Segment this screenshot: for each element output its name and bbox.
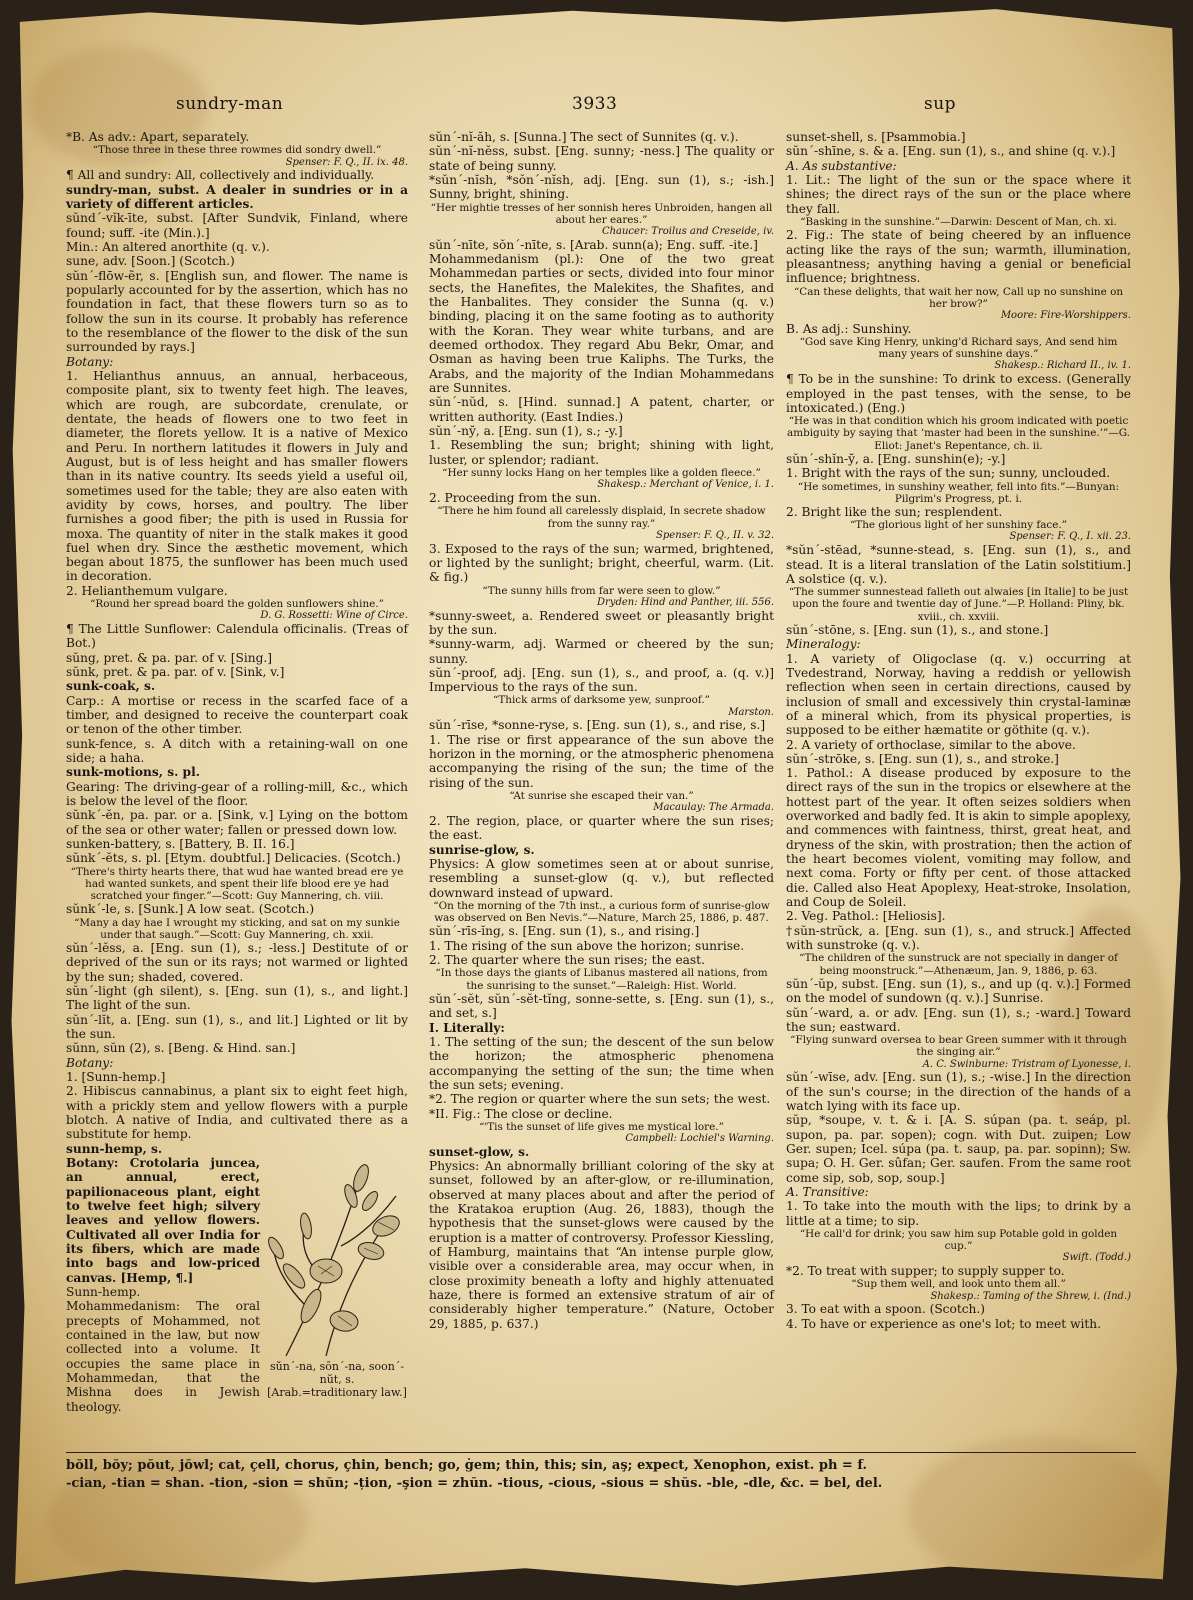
entry-text: sŭn´-nŭd, s. [Hind. sunnad.] A patent, charter, or written authority. (East Indies.) (429, 395, 774, 424)
entry-subhead: Mineralogy: (786, 637, 861, 652)
illustration-caption: sŭn´-na, sōn´-na, soon´-nŭt, s. [Arab.=traditionary law.] (267, 1360, 407, 1399)
entry-text: sŭn´-shīne, s. & a. [Eng. sun (1), s., and shine (q. v.).] (786, 144, 1116, 159)
quotation-source: Swift. (Todd.) (1062, 1252, 1131, 1264)
quotation-source: Macaulay: The Armada. (653, 802, 774, 814)
entry-text: *sŭn´-nĭsh, *sŏn´-nĭsh, adj. [Eng. sun (1), s.; -ish.] Sunny, bright, shining. (429, 172, 774, 202)
sunn-hemp-section (66, 1156, 408, 1414)
quotation: “Flying sunward oversea to bear Green summer with it through the singing air.” (790, 1034, 1127, 1059)
entry-text: Physics: An abnormally brilliant coloring of the sky at sunset, followed by an after-glow, or re-illumination, observed at many places about and after the period of the Kratakoa eruption (Aug. 26, 1883), though the hypothesis that the sunset-glows were caused by the eruption is a matter of controversy. Professor Kiessling, of Hamburg, maintains that “An intense purple glow, visible over a considerable area, may occur when, in close proximity beneath a lofty and highly attenuated haze, there is formed an extensive stratum of air of considerably higher temperature.” (Nature, October 29, 1885, p. 637.) (429, 1159, 774, 1331)
quotation: “The children of the sunstruck are not specially in danger of being moonstruck.”—Athenæum, Jan. 9, 1886, p. 63. (799, 952, 1118, 977)
entry-text: 2. The region, place, or quarter where the sun rises; the east. (429, 814, 774, 843)
quotation-source: D. G. Rossetti: Wine of Circe. (260, 610, 408, 622)
quotation: “'Tis the sunset of life gives me mystical lore.” (479, 1120, 724, 1133)
dictionary-column-2 (429, 130, 774, 1331)
quotation-source: Shakesp.: Merchant of Venice, i. 1. (597, 479, 774, 491)
entry-text: sŭp, *soupe, v. t. & i. [A. S. súpan (pa. t. seáp, pl. supon, pa. par. sopen); cogn. with Dut. zuipen; Low Ger. supen; Icel. súpa (pa. t. saup, pa. par. sopinn); Sw. supa; O. H. Ger. sûfan; Ger. saufen. From the same root come sip, sob, sop, soup.] (786, 1113, 1131, 1185)
entry-text: sŭnk, pret. & pa. par. of v. [Sink, v.] (66, 665, 285, 680)
pronunciation-key-line-2: -cian, -tian = shan. -tion, -sion = shŭn; -țion, -şion = zhŭn. -tious, -cious, -sious = shŭs. -ble, -dle, &c. = bel, del. (66, 1475, 883, 1491)
entry-text: Gearing: The driving-gear of a rolling-mill, &c., which is below the level of the floor. (66, 779, 408, 809)
entry-text: 1. Pathol.: A disease produced by exposure to the direct rays of the sun in the tropics or elsewhere at the hottest part of the year. It often seizes soldiers when overworked and badly fed. It is akin to simple apoplexy, and commences with faintness, thirst, great heat, and dryness of the skin, with prostration; then the action of the heart becomes violent, vomiting may follow, and next coma. Forty or fifty per cent. of those attacked die. Called also Heat Apoplexy, Heat-stroke, Insolation, and Coup de Soleil. (786, 766, 1131, 910)
entry-text: 2. The quarter where the sun rises; the east. (429, 953, 705, 968)
entry-text: *sunny-sweet, a. Rendered sweet or pleasantly bright by the sun. (429, 608, 774, 637)
quotation-source: A. C. Swinburne: Tristram of Lyonesse, i. (922, 1058, 1131, 1070)
entry-text: sŭnk´-ĕn, pa. par. or a. [Sink, v.] Lying on the bottom of the sea or other water; fallen or pressed down low. (66, 808, 408, 837)
quotation-source: Spenser: F. Q., II. v. 32. (656, 529, 774, 541)
sunn-hemp-plant-icon (266, 1156, 408, 1361)
entry-text: sŭnk´-le, s. [Sunk.] A low seat. (Scotch.) (66, 902, 315, 917)
entry-text: sŭn´-light (gh silent), s. [Eng. sun (1), s., and light.] The light of the sun. (66, 984, 408, 1013)
entry-text: *sŭn´-stēad, *sunne-stead, s. [Eng. sun (1), s., and stead. It is a literal translation of the Latin solstitium.] A solstice (q. v.). (786, 543, 1131, 586)
entry-text: *sunny-warm, adj. Warmed or cheered by the sun; sunny. (429, 637, 774, 666)
entry-text: Mohammedanism (pl.): One of the two great Mohammedan parties or sects, divided into four minor sects, the Hanefites, the Malekites, the Shafites, and the Hanbalites. They consider the Sunna (q. v.) binding, placing it on the same footing as to authority with the Koran. They wear white turbans, and are deemed orthodox. They regard Abu Bekr, Omar, and Osman as having been true Kaliphs. The Turks, the Arabs, and the majority of the Indian Mohammedans are Sunnites. (429, 252, 774, 396)
quotation-source: Moore: Fire-Worshippers. (1000, 309, 1131, 321)
entry-text: Carp.: A mortise or recess in the scarfed face of a timber, and designed to receive the counterpart coak or tenon of the other timber. (66, 693, 408, 737)
entry-text: 2. Bright like the sun; resplendent. (786, 504, 1003, 519)
entry-text: 1. Lit.: The light of the sun or the space where it shines; the direct rays of the sun or the place where they fall. (786, 172, 1131, 216)
quotation: “He call'd for drink; you saw him sup Potable gold in golden cup.” (799, 1227, 1118, 1253)
entry-text: Sunn-hemp. (66, 1284, 141, 1299)
entry-text: 1. To take into the mouth with the lips; to drink by a little at a time; to sip. (786, 1199, 1131, 1228)
entry-text: sune, adv. [Soon.] (Scotch.) (66, 254, 235, 269)
entry-text: sŭn´-shĭn-y̆, a. [Eng. sunshin(e); -y.] (786, 451, 1006, 466)
entry-text: sunn-hemp, s. (66, 1141, 163, 1156)
quotation: “In those days the giants of Libanus mastered all nations, from the sunrising to the sunset.”—Raleigh: Hist. World. (435, 967, 768, 992)
entry-text: 1. Resembling the sun; bright; shining with light, luster, or splendor; radiant. (429, 438, 774, 467)
header-guide-word-left: sundry-man (176, 94, 284, 114)
entry-text: Min.: An altered anorthite (q. v.). (66, 239, 270, 254)
entry-text: 1. The setting of the sun; the descent of the sun below the horizon; the atmospheric phenomena accompanying the setting of the sun; the time when the sun sets; evening. (429, 1034, 774, 1092)
entry-subhead: Botany: (66, 354, 114, 369)
quotation-source: Chaucer: Troilus and Creseide, iv. (601, 226, 774, 238)
quotation: “At sunrise she escaped their van.” (509, 790, 694, 803)
entry-text: 2. Veg. Pathol.: [Heliosis]. (786, 909, 946, 924)
entry-text: sŭn´-rīs-ĭng, s. [Eng. sun (1), s., and rising.] (429, 924, 700, 939)
quotation: “There's thirty hearts there, that wud hae wanted bread ere ye had wanted sunkets, and spent their life blood ere ye had scratched your finger.”—Scott: Guy Mannering, ch. viii. (70, 865, 404, 903)
entry-text: sŭn´-wīse, adv. [Eng. sun (1), s.; -wise.] In the direction of the sun's course; in the direction of the hands of a watch lying with its face up. (786, 1070, 1131, 1114)
entry-text: *II. Fig.: The close or decline. (429, 1106, 613, 1121)
entry-text: sunk-motions, s. pl. (66, 765, 200, 780)
entry-text: sŭn´-ŭp, subst. [Eng. sun (1), s., and up (q. v.).] Formed on the model of sundown (q. v.).] Sunrise. (786, 976, 1131, 1006)
entry-text: ¶ All and sundry: All, collectively and individually. (66, 168, 375, 183)
entry-text: sŭng, pret. & pa. par. of v. [Sing.] (66, 650, 273, 665)
entry-sundry-man: sundry-man, subst. A dealer in sundries or in a variety of different articles. (66, 182, 408, 211)
dictionary-column-1 (66, 130, 408, 1414)
entry-text: sŭn´-ny̆, a. [Eng. sun (1), s.; -y.] (429, 424, 623, 439)
entry-text: sŭnk´-ĕts, s. pl. [Etym. doubtful.] Delicacies. (Scotch.) (66, 851, 401, 866)
entry-text: sunken-battery, s. [Battery, B. II. 16.] (66, 837, 295, 852)
quotation: “Can these delights, that wait her now, Call up no sunshine on her brow?” (793, 285, 1124, 310)
quotation: “Round her spread board the golden sunflowers shine.” (90, 598, 384, 611)
quotation-source: Campbell: Lochiel's Warning. (625, 1133, 774, 1145)
entry-text: sŭn´-nĭ-nĕss, subst. [Eng. sunny; -ness.] The quality or state of being sunny. (429, 144, 774, 173)
quotation: “Many a day hae I wrought my sticking, and sat on my sunkie under that saugh.”—Scott: Guy Mannering, ch. xxii. (74, 916, 400, 941)
entry-text: *B. As adv.: Apart, separately. (66, 130, 250, 144)
quotation: “Those three in these three rowmes did sondry dwell.” (92, 144, 382, 157)
quotation: “The sunny hills from far were seen to glow.” (482, 584, 721, 597)
pronunciation-key-footer (66, 1452, 1136, 1492)
quotation: “The glorious light of her sunshiny face.” (849, 519, 1068, 532)
entry-text: sŭn´-lĕss, a. [Eng. sun (1), s.; -less.] Destitute of or deprived of the sun or its rays; not warmed or lighted by the sun; shaded, covered. (66, 941, 408, 984)
entry-text: sŭn´-stōne, s. [Eng. sun (1), s., and stone.] (786, 622, 1049, 637)
quotation: “God save King Henry, unking'd Richard says, And send him many years of sunshine days.” (799, 336, 1118, 361)
entry-text: Physics: A glow sometimes seen at or about sunrise, resembling a sunset-glow (q. v.), but reflected downward instead of upward. (429, 857, 774, 900)
header-guide-word-right: sup (924, 94, 957, 114)
quotation-source: Spenser: F. Q., II. ix. 48. (285, 156, 408, 168)
quotation: “Her sunny locks Hang on her temples like a golden fleece.” (442, 467, 761, 480)
entry-text: 2. A variety of orthoclase, similar to the above. (786, 737, 1076, 752)
entry-text: 1. Bright with the rays of the sun; sunny, unclouded. (786, 466, 1111, 481)
entry-text: sŭn´-rīse, *sonne-ryse, s. [Eng. sun (1), s., and rise, s.] (429, 718, 766, 733)
entry-text: 1. The rising of the sun above the horizon; sunrise. (429, 938, 745, 953)
quotation-source: Dryden: Hind and Panther, iii. 556. (597, 596, 774, 608)
entry-text: Mohammedanism: The oral precepts of Mohammed, not contained in the law, but now collected into a volume. It occupies the same place in Mohammedan, that the Mishna does in Jewish theology. (66, 1299, 260, 1414)
entry-text: sŭnd´-vĭk-īte, subst. [After Sundvik, Finland, where found; suff. -ite (Min.).] (66, 211, 408, 240)
entry-text: sunk-fence, s. A ditch with a retaining-wall on one side; a haha. (66, 736, 408, 766)
entry-text: sŭn´-nĭ-ăh, s. [Sunna.] The sect of Sunnites (q. v.). (429, 130, 739, 144)
entry-text: sŭnn, sŭn (2), s. [Beng. & Hind. san.] (66, 1041, 296, 1056)
entry-text: sŭn´-strōke, s. [Eng. sun (1), s., and stroke.] (786, 751, 1059, 766)
quotation: “Her mightie tresses of her sonnish heres Unbroiden, hangen all about her eares.” (430, 201, 773, 226)
entry-text: sŭn´-ward, a. or adv. [Eng. sun (1), s.; -ward.] Toward the sun; eastward. (786, 1005, 1131, 1034)
entry-text: 2. Helianthemum vulgare. (66, 583, 228, 598)
entry-text: sunset-glow, s. (429, 1144, 530, 1159)
quotation-source: Shakesp.: Taming of the Shrew, i. (Ind.) (930, 1290, 1131, 1302)
entry-text: sunk-coak, s. (66, 679, 156, 694)
entry-text: *2. The region or quarter where the sun sets; the west. (429, 1092, 771, 1107)
entry-text: 1. A variety of Oligoclase (q. v.) occurring at Tvedestrand, Norway, having a reddish or yellowish reflection when seen in certain directions, caused by inclusion of small and excessively thin crystal-laminæ of a mineral which, from its physical properties, is supposed to be either hæmatite or göthite (q. v.). (786, 651, 1131, 738)
quotation-source: Shakesp.: Richard II., iv. 1. (994, 360, 1131, 372)
entry-text: ¶ To be in the sunshine: To drink to excess. (Generally employed in the past tenses, with the sense, to be intoxicated.) (Eng.) (786, 372, 1131, 415)
entry-text: 2. Fig.: The state of being cheered by an influence acting like the rays of the sun; warmth, illumination, pleasantness; anything having a genial or beneficial influence; brightness. (786, 228, 1131, 286)
sunn-hemp-illustration (266, 1156, 408, 1399)
quotation: “On the morning of the 7th inst., a curious form of sunrise-glow was observed on Ben Nevis.”—Nature, March 25, 1886, p. 487. (433, 900, 770, 925)
entry-subhead: Botany: (66, 1055, 114, 1070)
entry-text: 1. The rise or first appearance of the sun above the horizon in the morning, or the atmospheric phenomena accompanying the rising of the sun; the time of the rising of the sun. (429, 732, 774, 790)
entry-subhead: A. Transitive: (786, 1184, 869, 1199)
quotation: “Thick arms of darksome yew, sunproof.” (493, 694, 710, 707)
entry-text: *2. To treat with supper; to supply supper to. (786, 1264, 1065, 1279)
entry-text: †sŭn-strŭck, a. [Eng. sun (1), s., and struck.] Affected with sunstroke (q. v.). (786, 923, 1131, 953)
dictionary-column-3 (786, 130, 1131, 1331)
entry-text: 3. Exposed to the rays of the sun; warmed, brightened, or lighted by the sunlight; bright, cheerful, warm. (Lit. & fig.) (429, 541, 774, 585)
quotation: “Basking in the sunshine.”—Darwin: Descent of Man, ch. xi. (800, 215, 1117, 228)
entry-subhead: I. Literally: (429, 1020, 505, 1035)
entry-text: sŭn´-lĭt, a. [Eng. sun (1), s., and lit.] Lighted or lit by the sun. (66, 1012, 408, 1042)
quotation: “Sup them well, and look unto them all.” (851, 1278, 1066, 1291)
entry-text: 2. Hibiscus cannabinus, a plant six to eight feet high, with a prickly stem and yellow flowers with a purple blotch. A native of India, and cultivated there as a substitute for hemp. (66, 1084, 408, 1142)
entry-text: sunrise-glow, s. (429, 842, 535, 857)
entry-text: Botany: Crotolaria juncea, an annual, erect, papilionaceous plant, eight to twelve feet high; silvery leaves and yellow flowers. Cultivated all over India for its fibers, which are made into bags and low-priced canvas. [Hemp, ¶.] (66, 1156, 260, 1285)
entry-text: ¶ The Little Sunflower: Calendula officinalis. (Treas of Bot.) (66, 622, 408, 651)
quotation: “He sometimes, in sunshiny weather, fell into fits.”—Bunyan: Pilgrim's Progress, pt. i. (797, 480, 1120, 505)
quotation: “The summer sunnestead falleth out alwaies [in Italie] to be just upon the foure and twentie day of June.”—P. Holland: Pliny, bk. xviii., ch. xxviii. (788, 586, 1129, 623)
entry-text: 3. To eat with a spoon. (Scotch.) (786, 1302, 986, 1317)
quotation: “There he him found all carelessly displaid, In secrete shadow from the sunny ray.” (437, 505, 766, 530)
entry-text: sŭn´-nīte, sŏn´-nīte, s. [Arab. sunn(a); Eng. suff. -ite.] (429, 237, 758, 252)
entry-text: sunset-shell, s. [Psammobia.] (786, 130, 966, 144)
page-number: 3933 (572, 94, 618, 114)
quotation-source: Marston. (728, 706, 774, 718)
pronunciation-key-line-1: bŏll, bŏy; pŏut, jŏwl; cat, çell, chorus, çhin, bench; go, ġem; thin, this; sin, aş; expect, Xenophon, exist. ph = f. (66, 1458, 868, 1473)
entry-text: 4. To have or experience as one's lot; to meet with. (786, 1316, 1102, 1331)
entry-text: sŭn´-sĕt, sŭn´-sĕt-tĭng, sonne-sette, s. [Eng. sun (1), s., and set, s.] (429, 991, 774, 1021)
quotation: “He was in that condition which his groom indicated with poetic ambiguity by saying that ‘master had been in the sunshine.’”—G. Eliot: Janet's Repentance, ch. ii. (787, 415, 1130, 452)
entry-subhead: A. As substantive: (786, 158, 897, 173)
entry-sunflower: sŭn´-flōw-ẽr, s. [English sun, and flower. The name is popularly accounted for by the assertion, which has no foundation in fact, that these flowers turn so as to follow the sun in its course. It probably has reference to the resemblance of the flower to the disk of the sun surrounded by rays.] (66, 268, 408, 355)
quotation-source: Spenser: F. Q., I. xii. 23. (1009, 531, 1131, 543)
entry-text: 1. Helianthus annuus, an annual, herbaceous, composite plant, six to twenty feet high. The leaves, which are rough, are subcordate, crenulate, or dentate, the heads of flowers one to two feet in diameter, the florets yellow. It is a native of Mexico and Peru. In northern latitudes it flowers in July and August, but is of less height and has smaller flowers than in its native country. Its seeds yield a useful oil, sometimes used for the table; they are also eaten with avidity by cows, horses, and poultry. The liber furnishes a good fiber; the pith is used in Russia for moxa. The quantity of niter in the stalk makes it good fuel when dry. Since the æsthetic movement, which began about 1875, the sunflower has been much used in decoration. (66, 368, 408, 584)
entry-text: sŭn´-proof, adj. [Eng. sun (1), s., and proof, a. (q. v.)] Impervious to the rays of the sun. (429, 665, 774, 695)
entry-text: 2. Proceeding from the sun. (429, 491, 602, 506)
entry-text: 1. [Sunn-hemp.] (66, 1070, 166, 1085)
entry-text: B. As adj.: Sunshiny. (786, 321, 912, 336)
